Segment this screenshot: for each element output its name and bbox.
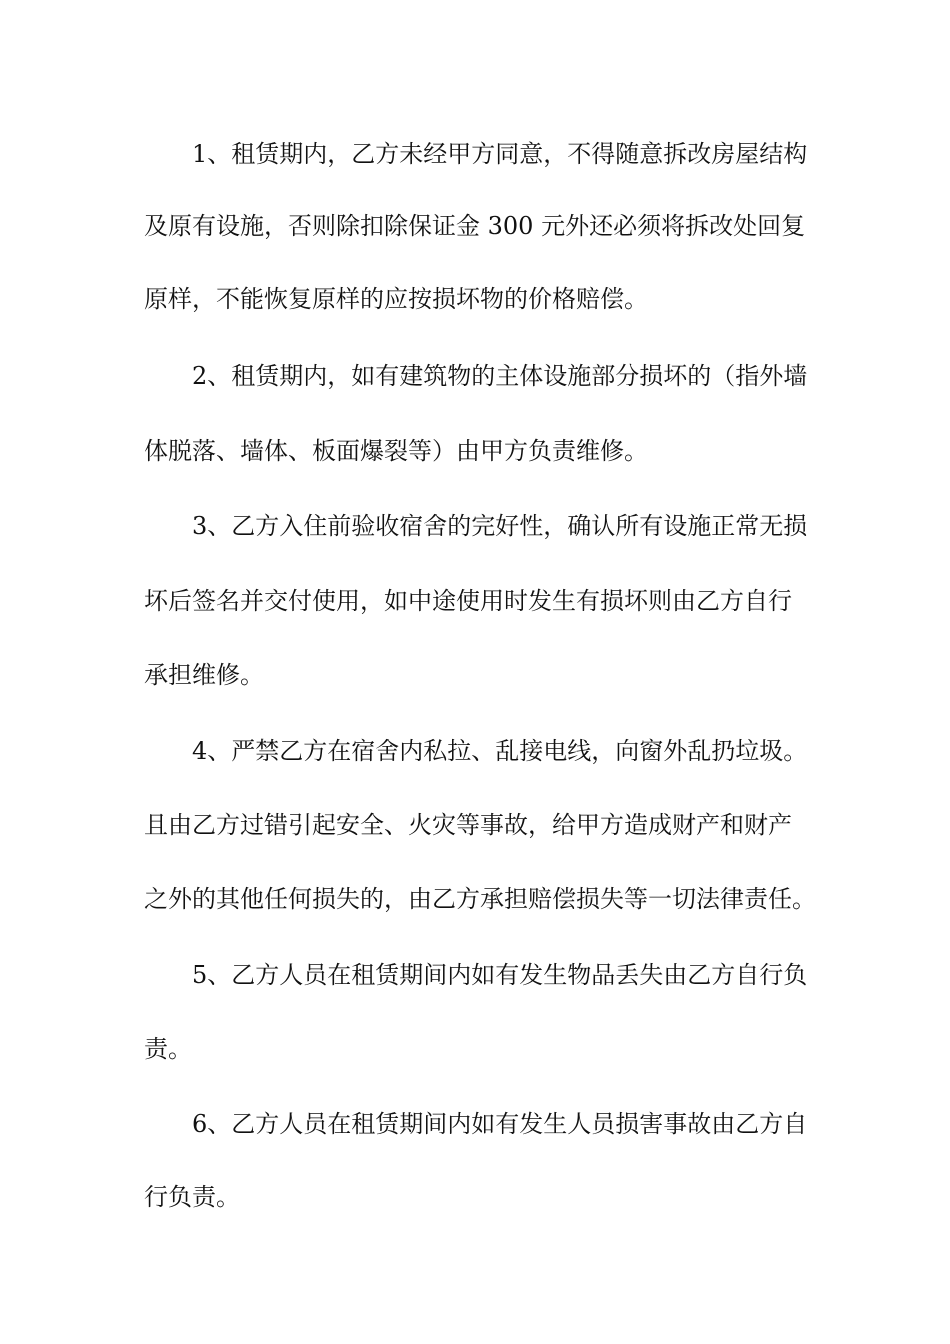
clause-line: 及原有设施，否则除扣除保证金 300 元外还必须将拆改处回复 (144, 212, 806, 240)
clause-line: 6、乙方人员在租赁期间内如有发生人员损害事故由乙方自 (192, 1110, 808, 1138)
clause-line: 5、乙方人员在租赁期间内如有发生物品丢失由乙方自行负 (192, 961, 808, 989)
clause-line: 2、租赁期内，如有建筑物的主体设施部分损坏的（指外墙 (192, 362, 808, 390)
clause-line: 体脱落、墙体、板面爆裂等）由甲方负责维修。 (144, 437, 648, 465)
clause-line: 1、租赁期内，乙方未经甲方同意，不得随意拆改房屋结构 (192, 140, 808, 168)
clause-line: 坏后签名并交付使用，如中途使用时发生有损坏则由乙方自行 (144, 587, 792, 615)
clause-line: 承担维修。 (144, 661, 264, 689)
clause-line: 且由乙方过错引起安全、火灾等事故，给甲方造成财产和财产 (144, 811, 792, 839)
clause-line: 责。 (144, 1035, 192, 1063)
clause-line: 之外的其他任何损失的，由乙方承担赔偿损失等一切法律责任。 (144, 885, 816, 913)
clause-line: 3、乙方入住前验收宿舍的完好性，确认所有设施正常无损 (192, 512, 808, 540)
clause-line: 行负责。 (144, 1183, 240, 1211)
clause-line: 原样，不能恢复原样的应按损坏物的价格赔偿。 (144, 285, 648, 313)
clause-line: 4、严禁乙方在宿舍内私拉、乱接电线，向窗外乱扔垃圾。 (192, 737, 808, 765)
